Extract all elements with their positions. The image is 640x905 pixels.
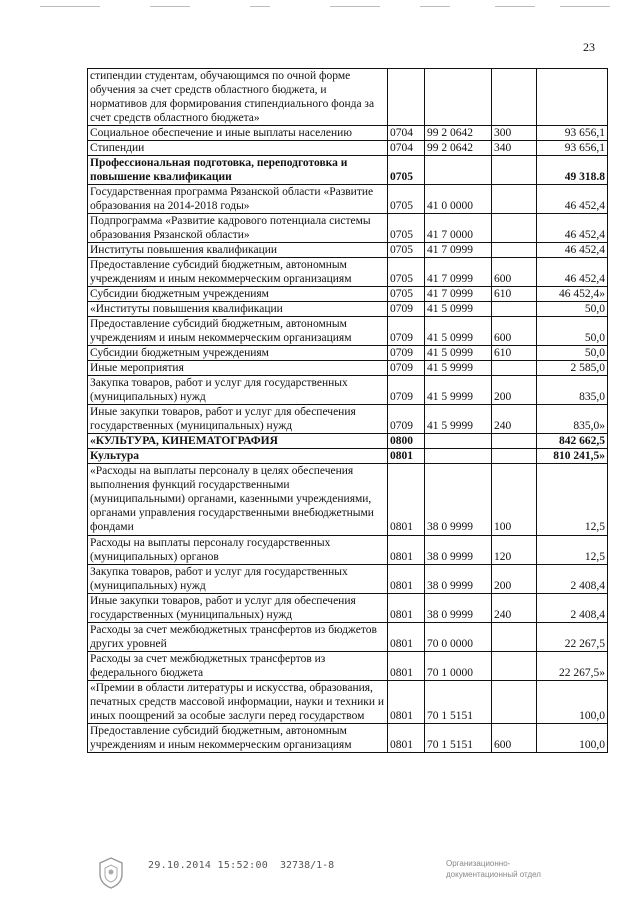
table-row bbox=[88, 69, 608, 126]
row-name-cell: Иные закупки товаров, работ и услуг для обеспечения государственных (муниципальных) нужд bbox=[88, 593, 388, 622]
row-amount-cell: 46 452,4» bbox=[537, 287, 608, 302]
row-target-cell bbox=[425, 434, 492, 449]
row-target-cell: 70 1 5151 bbox=[425, 680, 492, 723]
row-section-cell: 0704 bbox=[388, 141, 425, 156]
row-name-cell: Закупка товаров, работ и услуг для государственных (муниципальных) нужд bbox=[88, 564, 388, 593]
row-name-cell: «Расходы на выплаты персоналу в целях обеспечения выполнения функций государственными (муниципальными) органами, казенными учреждениями, органами управления государственными внебюджетными фондами bbox=[88, 464, 388, 535]
table-row bbox=[88, 593, 608, 622]
row-section-cell: 0705 bbox=[388, 156, 425, 185]
footer-department-note bbox=[446, 858, 541, 880]
row-name-cell: «Премии в области литературы и искусства, образования, печатных средств массовой информации, науки и техники и иных поощрений за особые заслуги перед государством bbox=[88, 680, 388, 723]
table-row bbox=[88, 302, 608, 317]
table-row bbox=[88, 214, 608, 243]
table-row bbox=[88, 535, 608, 564]
row-expense-type-cell: 300 bbox=[492, 126, 537, 141]
row-expense-type-cell: 610 bbox=[492, 346, 537, 361]
row-section-cell: 0709 bbox=[388, 376, 425, 405]
row-name-cell: Государственная программа Рязанской области «Развитие образования на 2014-2018 годы» bbox=[88, 185, 388, 214]
row-target-cell: 38 0 9999 bbox=[425, 564, 492, 593]
row-target-cell: 70 1 5151 bbox=[425, 723, 492, 752]
row-section-cell: 0705 bbox=[388, 214, 425, 243]
row-section-cell: 0709 bbox=[388, 346, 425, 361]
row-amount-cell: 22 267,5» bbox=[537, 651, 608, 680]
row-amount-cell: 46 452,4 bbox=[537, 243, 608, 258]
row-expense-type-cell bbox=[492, 243, 537, 258]
row-section-cell: 0705 bbox=[388, 185, 425, 214]
table-row bbox=[88, 434, 608, 449]
row-section-cell: 0801 bbox=[388, 535, 425, 564]
row-amount-cell: 50,0 bbox=[537, 346, 608, 361]
table-row bbox=[88, 622, 608, 651]
table-row bbox=[88, 464, 608, 535]
row-amount-cell: 2 408,4 bbox=[537, 593, 608, 622]
table-row bbox=[88, 317, 608, 346]
row-amount-cell: 46 452,4 bbox=[537, 258, 608, 287]
row-section-cell: 0705 bbox=[388, 243, 425, 258]
row-name-cell: Культура bbox=[88, 449, 388, 464]
row-name-cell: «КУЛЬТУРА, КИНЕМАТОГРАФИЯ bbox=[88, 434, 388, 449]
row-section-cell: 0801 bbox=[388, 593, 425, 622]
row-name-cell: Профессиональная подготовка, переподготовка и повышение квалификации bbox=[88, 156, 388, 185]
row-amount-cell: 46 452,4 bbox=[537, 214, 608, 243]
row-target-cell bbox=[425, 449, 492, 464]
row-target-cell: 38 0 9999 bbox=[425, 464, 492, 535]
row-section-cell: 0704 bbox=[388, 126, 425, 141]
row-target-cell: 99 2 0642 bbox=[425, 141, 492, 156]
row-amount-cell bbox=[537, 69, 608, 126]
row-name-cell: Предоставление субсидий бюджетным, автономным учреждениям и иным некоммерческим организациям bbox=[88, 317, 388, 346]
row-target-cell: 70 1 0000 bbox=[425, 651, 492, 680]
row-target-cell: 41 5 0999 bbox=[425, 317, 492, 346]
row-name-cell: Институты повышения квалификации bbox=[88, 243, 388, 258]
row-expense-type-cell bbox=[492, 156, 537, 185]
row-target-cell: 41 0 0000 bbox=[425, 185, 492, 214]
row-target-cell: 41 7 0999 bbox=[425, 287, 492, 302]
row-expense-type-cell: 100 bbox=[492, 464, 537, 535]
row-name-cell: Предоставление субсидий бюджетным, автономным учреждениям и иным некоммерческим организациям bbox=[88, 258, 388, 287]
footer-note-line-1: Организационно- bbox=[446, 859, 511, 868]
row-section-cell: 0709 bbox=[388, 361, 425, 376]
row-section-cell: 0709 bbox=[388, 405, 425, 434]
row-amount-cell: 100,0 bbox=[537, 680, 608, 723]
table-row bbox=[88, 449, 608, 464]
row-target-cell: 41 7 0000 bbox=[425, 214, 492, 243]
row-amount-cell: 50,0 bbox=[537, 317, 608, 346]
row-name-cell: Социальное обеспечение и иные выплаты населению bbox=[88, 126, 388, 141]
row-section-cell: 0800 bbox=[388, 434, 425, 449]
row-target-cell: 41 7 0999 bbox=[425, 243, 492, 258]
row-amount-cell: 12,5 bbox=[537, 535, 608, 564]
row-name-cell: Расходы за счет межбюджетных трансфертов из федерального бюджета bbox=[88, 651, 388, 680]
row-target-cell: 41 7 0999 bbox=[425, 258, 492, 287]
row-target-cell: 41 5 0999 bbox=[425, 346, 492, 361]
row-amount-cell: 2 408,4 bbox=[537, 564, 608, 593]
row-target-cell bbox=[425, 156, 492, 185]
row-target-cell: 38 0 9999 bbox=[425, 535, 492, 564]
scan-edge-marks bbox=[0, 6, 640, 12]
row-amount-cell: 835,0» bbox=[537, 405, 608, 434]
row-amount-cell: 842 662,5 bbox=[537, 434, 608, 449]
row-expense-type-cell: 340 bbox=[492, 141, 537, 156]
row-name-cell: Стипендии bbox=[88, 141, 388, 156]
row-expense-type-cell bbox=[492, 449, 537, 464]
row-target-cell: 99 2 0642 bbox=[425, 126, 492, 141]
coat-of-arms-icon bbox=[96, 856, 126, 890]
row-section-cell: 0801 bbox=[388, 680, 425, 723]
row-target-cell: 41 5 0999 bbox=[425, 302, 492, 317]
table-row bbox=[88, 564, 608, 593]
row-name-cell: Расходы на выплаты персоналу государственных (муниципальных) органов bbox=[88, 535, 388, 564]
row-section-cell: 0709 bbox=[388, 317, 425, 346]
row-amount-cell: 50,0 bbox=[537, 302, 608, 317]
row-name-cell: Закупка товаров, работ и услуг для государственных (муниципальных) нужд bbox=[88, 376, 388, 405]
footer-document-code: 32738/1-8 bbox=[280, 860, 335, 871]
row-expense-type-cell: 240 bbox=[492, 593, 537, 622]
row-expense-type-cell bbox=[492, 302, 537, 317]
row-name-cell: Расходы за счет межбюджетных трансфертов из бюджетов других уровней bbox=[88, 622, 388, 651]
row-amount-cell: 100,0 bbox=[537, 723, 608, 752]
budget-table-body bbox=[88, 69, 608, 753]
table-row bbox=[88, 405, 608, 434]
row-section-cell: 0801 bbox=[388, 723, 425, 752]
row-amount-cell: 93 656,1 bbox=[537, 141, 608, 156]
table-row bbox=[88, 287, 608, 302]
row-amount-cell: 46 452,4 bbox=[537, 185, 608, 214]
page-footer bbox=[0, 850, 640, 900]
row-expense-type-cell bbox=[492, 622, 537, 651]
table-row bbox=[88, 376, 608, 405]
row-section-cell: 0801 bbox=[388, 651, 425, 680]
table-row bbox=[88, 651, 608, 680]
row-amount-cell: 810 241,5» bbox=[537, 449, 608, 464]
row-target-cell: 41 5 9999 bbox=[425, 361, 492, 376]
row-expense-type-cell bbox=[492, 651, 537, 680]
table-row bbox=[88, 243, 608, 258]
row-amount-cell: 2 585,0 bbox=[537, 361, 608, 376]
table-row bbox=[88, 346, 608, 361]
row-expense-type-cell bbox=[492, 434, 537, 449]
row-target-cell: 38 0 9999 bbox=[425, 593, 492, 622]
row-name-cell: Иные закупки товаров, работ и услуг для обеспечения государственных (муниципальных) нужд bbox=[88, 405, 388, 434]
row-target-cell: 70 0 0000 bbox=[425, 622, 492, 651]
row-expense-type-cell: 200 bbox=[492, 564, 537, 593]
row-expense-type-cell: 240 bbox=[492, 405, 537, 434]
row-amount-cell: 22 267,5 bbox=[537, 622, 608, 651]
row-name-cell: Иные мероприятия bbox=[88, 361, 388, 376]
row-section-cell: 0801 bbox=[388, 622, 425, 651]
row-section-cell bbox=[388, 69, 425, 126]
row-expense-type-cell: 600 bbox=[492, 317, 537, 346]
footer-note-line-2: документационный отдел bbox=[446, 870, 541, 879]
row-target-cell: 41 5 9999 bbox=[425, 376, 492, 405]
row-expense-type-cell: 610 bbox=[492, 287, 537, 302]
row-amount-cell: 12,5 bbox=[537, 464, 608, 535]
row-expense-type-cell bbox=[492, 361, 537, 376]
table-row bbox=[88, 723, 608, 752]
row-section-cell: 0705 bbox=[388, 258, 425, 287]
table-row bbox=[88, 126, 608, 141]
row-expense-type-cell: 600 bbox=[492, 258, 537, 287]
row-name-cell: стипендии студентам, обучающимся по очной форме обучения за счет средств областного бюджета, и нормативов для формирования стипендиального фонда за счет средств областного бюджета» bbox=[88, 69, 388, 126]
table-row bbox=[88, 680, 608, 723]
row-expense-type-cell bbox=[492, 69, 537, 126]
row-target-cell bbox=[425, 69, 492, 126]
row-name-cell: Подпрограмма «Развитие кадрового потенциала системы образования Рязанской области» bbox=[88, 214, 388, 243]
table-row bbox=[88, 258, 608, 287]
row-section-cell: 0705 bbox=[388, 287, 425, 302]
footer-date: 29.10.2014 15:52:00 bbox=[148, 860, 269, 871]
row-section-cell: 0801 bbox=[388, 464, 425, 535]
table-row bbox=[88, 361, 608, 376]
row-expense-type-cell: 120 bbox=[492, 535, 537, 564]
row-name-cell: «Институты повышения квалификации bbox=[88, 302, 388, 317]
table-row bbox=[88, 141, 608, 156]
row-amount-cell: 835,0 bbox=[537, 376, 608, 405]
table-row bbox=[88, 185, 608, 214]
row-expense-type-cell bbox=[492, 680, 537, 723]
row-section-cell: 0801 bbox=[388, 449, 425, 464]
row-expense-type-cell: 600 bbox=[492, 723, 537, 752]
row-section-cell: 0709 bbox=[388, 302, 425, 317]
row-expense-type-cell: 200 bbox=[492, 376, 537, 405]
row-amount-cell: 93 656,1 bbox=[537, 126, 608, 141]
row-name-cell: Субсидии бюджетным учреждениям bbox=[88, 346, 388, 361]
row-expense-type-cell bbox=[492, 214, 537, 243]
row-target-cell: 41 5 9999 bbox=[425, 405, 492, 434]
row-expense-type-cell bbox=[492, 185, 537, 214]
row-amount-cell: 49 318.8 bbox=[537, 156, 608, 185]
table-row bbox=[88, 156, 608, 185]
row-name-cell: Предоставление субсидий бюджетным, автономным учреждениям и иным некоммерческим организациям bbox=[88, 723, 388, 752]
budget-table bbox=[87, 68, 608, 753]
page-number: 23 bbox=[583, 40, 595, 54]
row-section-cell: 0801 bbox=[388, 564, 425, 593]
row-name-cell: Субсидии бюджетным учреждениям bbox=[88, 287, 388, 302]
